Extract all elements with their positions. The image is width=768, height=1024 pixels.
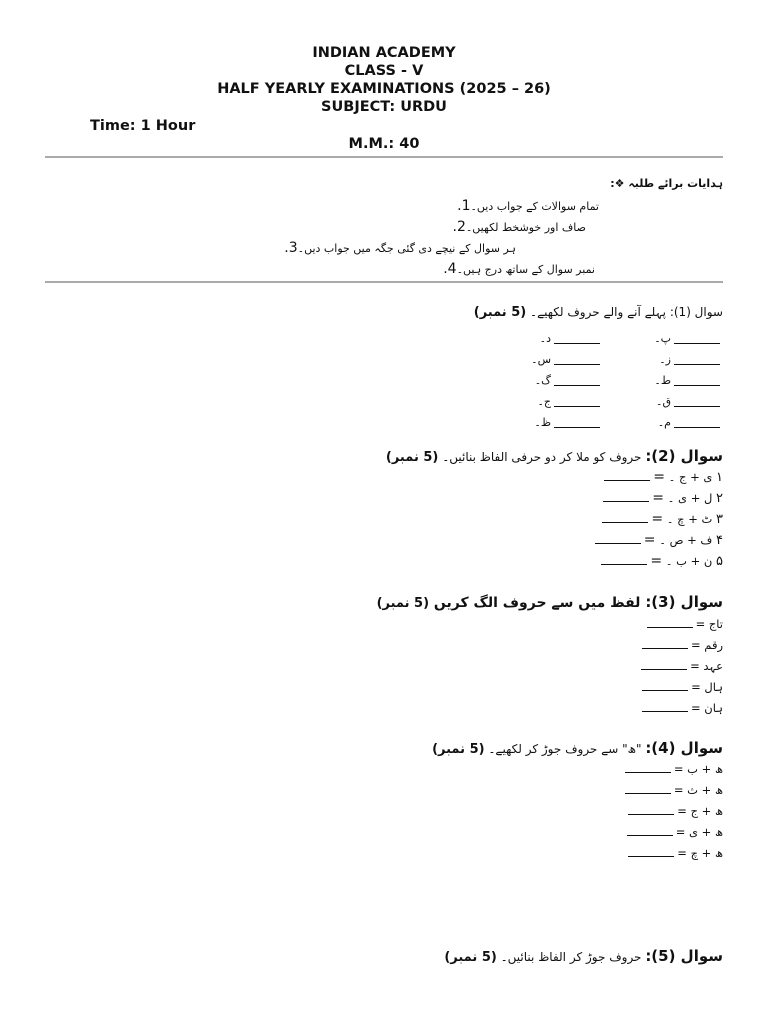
item-expression: ف + ص ۔: [659, 533, 713, 547]
q1-row: [483, 349, 723, 370]
q4-item: [622, 801, 723, 822]
q3-text: لفظ میں سے حروف الگ کریں: [433, 595, 641, 611]
instruction-item: [280, 196, 723, 217]
item-number: ۲: [716, 491, 723, 506]
answer-blank[interactable]: [554, 375, 600, 386]
q1-title: [474, 302, 723, 323]
answer-blank[interactable]: [641, 659, 687, 670]
q3-item: [638, 698, 723, 719]
q3-item: [638, 614, 723, 635]
expression: ھ + ج =: [677, 804, 723, 818]
answer-blank[interactable]: [628, 804, 674, 815]
q4-item: [622, 780, 723, 801]
instruction-text: نمبر سوال کے ساتھ درج ہیں۔: [456, 263, 595, 276]
instruction-number: 1.: [457, 198, 471, 214]
letter: د۔: [539, 332, 551, 345]
q4-item: [622, 759, 723, 780]
class-name: CLASS - V: [344, 63, 424, 79]
answer-blank[interactable]: [627, 825, 673, 836]
time-label: Time: 1 Hour: [90, 118, 196, 134]
expression: ھ + چ =: [677, 846, 723, 860]
item-number: ۱: [716, 470, 723, 485]
q1-text: پہلے آنے والے حروف لکھیے۔: [530, 305, 666, 319]
answer-blank[interactable]: [642, 638, 688, 649]
equals-sign: =: [643, 532, 656, 548]
answer-blank[interactable]: [603, 491, 649, 502]
q1-row: [483, 412, 723, 433]
letter: ز۔: [659, 353, 671, 366]
word: ہال =: [691, 680, 723, 694]
instruction-item: [280, 238, 723, 259]
instruction-text: ہر سوال کے نیچے دی گئی جگہ میں جواب دیں۔: [297, 242, 516, 255]
q1-row: [483, 370, 723, 391]
q2-label: سوال (2):: [645, 447, 723, 465]
q2-item: [592, 530, 723, 551]
q2-text: حروف کو ملا کر دو حرفی الفاظ بنائیں۔: [442, 450, 642, 464]
letter: ظ۔: [534, 416, 551, 429]
q4-list: [622, 759, 723, 864]
instructions-list: [280, 196, 723, 280]
subject-name: SUBJECT: URDU: [321, 99, 447, 115]
q1-marks: (5 نمبر): [473, 305, 527, 320]
exam-name: HALF YEARLY EXAMINATIONS (2025 – 26): [217, 81, 551, 97]
item-expression: ی + ج ۔: [668, 470, 713, 484]
answer-blank[interactable]: [554, 354, 600, 365]
answer-blank[interactable]: [601, 554, 647, 565]
item-expression: ٹ + چ ۔: [666, 512, 713, 526]
letter: س۔: [531, 353, 551, 366]
letter: ج۔: [537, 395, 551, 408]
answer-blank[interactable]: [674, 396, 720, 407]
q3-item: [638, 656, 723, 677]
q5-text: حروف جوڑ کر الفاظ بنائیں۔: [500, 950, 642, 964]
letter: پ۔: [654, 332, 671, 345]
exam-header: [0, 44, 768, 116]
instruction-text: تمام سوالات کے جواب دیں۔: [470, 200, 599, 213]
word: عہد =: [690, 659, 723, 673]
q1-label: سوال (1):: [669, 305, 723, 319]
q1-row: [483, 328, 723, 349]
expression: ھ + ث =: [673, 783, 723, 797]
q4-title: [432, 738, 723, 760]
word: ہان =: [691, 701, 723, 715]
q2-title: [386, 446, 723, 468]
q3-list: [638, 614, 723, 719]
item-number: ۳: [716, 512, 723, 527]
q3-item: [638, 677, 723, 698]
answer-blank[interactable]: [625, 783, 671, 794]
instruction-number: 3.: [284, 240, 298, 256]
instruction-item: [280, 259, 723, 280]
q2-item: [592, 488, 723, 509]
q4-label: سوال (4):: [645, 739, 723, 757]
item-number: ۴: [716, 533, 723, 548]
item-expression: ن + ب ۔: [665, 554, 713, 568]
equals-sign: =: [652, 490, 664, 506]
answer-blank[interactable]: [554, 396, 600, 407]
instruction-number: 2.: [452, 219, 466, 235]
item-number: ۵: [716, 554, 723, 569]
word: تاج =: [695, 617, 723, 631]
instructions-heading: ہدایات برائے طلبہ ❖:: [610, 177, 723, 190]
answer-blank[interactable]: [674, 333, 720, 344]
q4-marks: (5 نمبر): [432, 742, 485, 757]
q4-text: "ھ" سے حروف جوڑ کر لکھیے۔: [488, 742, 642, 756]
instruction-number: 4.: [443, 261, 457, 277]
answer-blank[interactable]: [554, 333, 600, 344]
answer-blank[interactable]: [628, 846, 674, 857]
letter: گ۔: [534, 374, 551, 387]
answer-blank[interactable]: [625, 762, 671, 773]
q3-item: [638, 635, 723, 656]
q3-label: سوال (3):: [645, 593, 723, 611]
q1-grid: [483, 328, 723, 433]
expression: ھ + ب =: [673, 762, 723, 776]
max-marks-label: M.M.: 40: [348, 136, 420, 152]
q5-title: [444, 946, 723, 968]
answer-blank[interactable]: [602, 512, 648, 523]
q5-marks: (5 نمبر): [444, 950, 497, 965]
equals-sign: =: [653, 469, 665, 485]
answer-blank[interactable]: [642, 701, 688, 712]
answer-blank[interactable]: [674, 354, 720, 365]
q4-item: [622, 822, 723, 843]
q2-marks: (5 نمبر): [385, 450, 439, 465]
answer-blank[interactable]: [554, 417, 600, 428]
expression: ھ + ی =: [675, 825, 723, 839]
header-divider: [45, 156, 723, 158]
q2-item: [592, 551, 723, 572]
instructions-divider: [45, 281, 723, 283]
q1-row: [483, 391, 723, 412]
letter: م۔: [657, 416, 671, 429]
answer-blank[interactable]: [642, 680, 688, 691]
answer-blank[interactable]: [674, 375, 720, 386]
q3-marks: (5 نمبر): [376, 596, 430, 611]
letter: ط۔: [654, 374, 671, 387]
q3-title: [377, 592, 723, 614]
q4-item: [622, 843, 723, 864]
q2-item: [592, 509, 723, 530]
answer-blank[interactable]: [595, 533, 641, 544]
instruction-text: صاف اور خوشخط لکھیں۔: [465, 221, 586, 234]
answer-blank[interactable]: [647, 617, 693, 628]
equals-sign: =: [650, 553, 663, 569]
q5-label: سوال (5):: [645, 947, 723, 965]
equals-sign: =: [651, 511, 664, 527]
q2-item: [592, 467, 723, 488]
answer-blank[interactable]: [674, 417, 720, 428]
instruction-item: [280, 217, 723, 238]
letter: ق۔: [656, 395, 671, 408]
answer-blank[interactable]: [604, 470, 650, 481]
q2-list: [592, 467, 723, 572]
school-name: INDIAN ACADEMY: [312, 45, 456, 61]
word: رقم =: [691, 638, 723, 652]
item-expression: ل + ی ۔: [667, 491, 713, 505]
